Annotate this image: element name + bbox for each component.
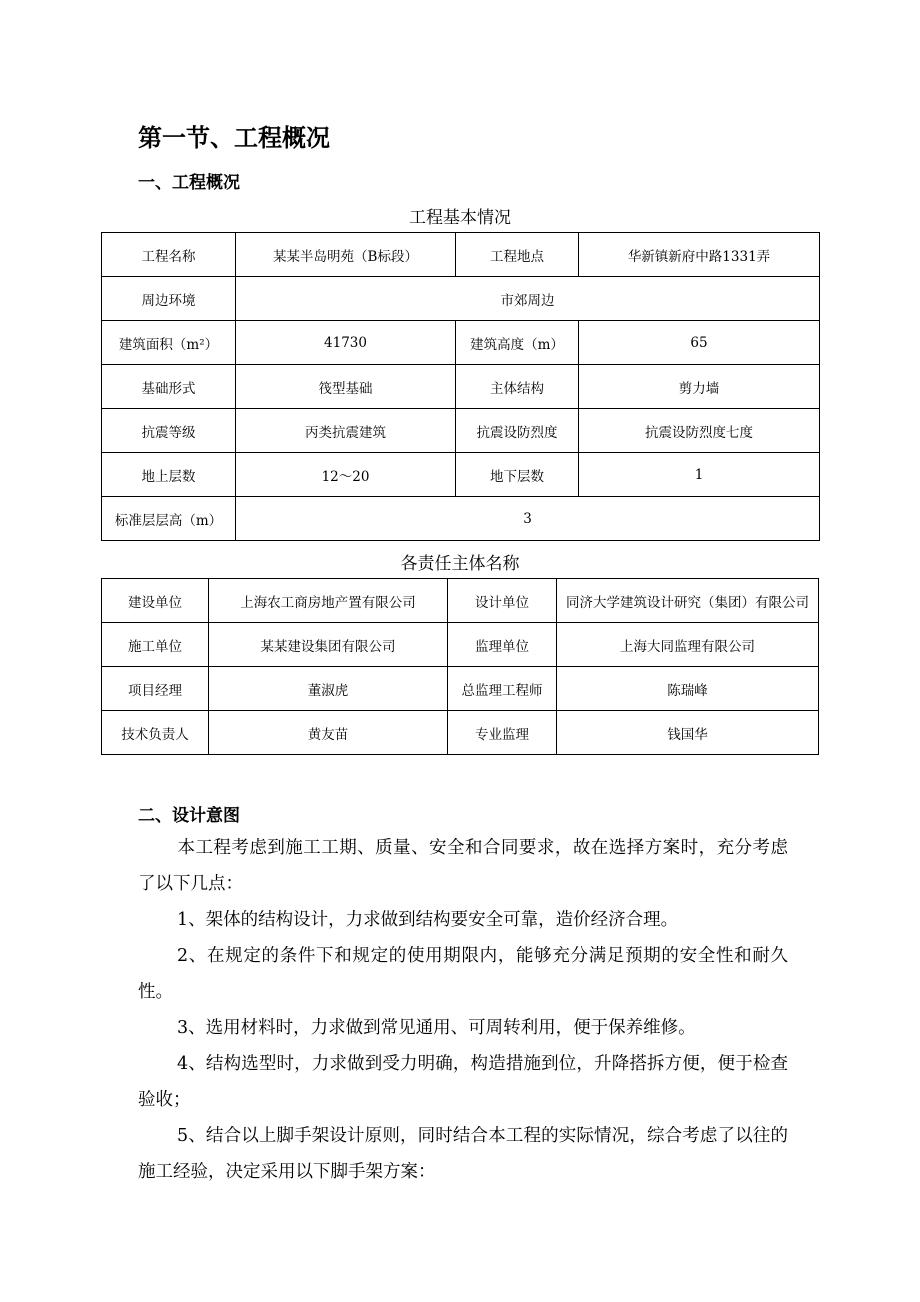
table-row [102,321,820,365]
table-cell: 筏型基础 [236,365,456,409]
table-cell: 施工单位 [102,623,209,667]
table-cell: 地上层数 [102,453,236,497]
table-cell: 某某建设集团有限公司 [209,623,448,667]
table-row [102,497,820,541]
table-cell: 3 [236,497,820,541]
table-cell: 钱国华 [557,711,819,755]
table-cell: 丙类抗震建筑 [236,409,456,453]
table-row [102,277,820,321]
subsection-heading-design: 二、设计意图 [138,806,240,826]
table-cell: 1 [579,453,820,497]
table-cell: 监理单位 [448,623,557,667]
section-heading: 第一节、工程概况 [138,123,330,152]
table-cell: 标准层层高（m） [102,497,236,541]
table-cell: 65 [579,321,820,365]
table-row [102,365,820,409]
project-info-table [101,232,820,541]
table-cell: 工程地点 [456,233,579,277]
table-cell: 抗震设防烈度七度 [579,409,820,453]
table-cell: 设计单位 [448,579,557,623]
table-cell: 陈瑞峰 [557,667,819,711]
paragraph: 4、结构选型时，力求做到受力明确，构造措施到位，升降搭拆方便，便于检查验收； [138,1054,788,1110]
table-row [102,579,819,623]
table2-caption: 各责任主体名称 [400,554,520,574]
table-row [102,711,819,755]
table-cell: 建筑高度（m） [456,321,579,365]
table-cell: 12～20 [236,453,456,497]
table-row [102,623,819,667]
paragraph: 2、在规定的条件下和规定的使用期限内，能够充分满足预期的安全性和耐久性。 [138,946,788,1002]
table-cell: 41730 [236,321,456,365]
table-cell: 主体结构 [456,365,579,409]
table-cell: 工程名称 [102,233,236,277]
paragraph: 5、结合以上脚手架设计原则，同时结合本工程的实际情况，综合考虑了以往的施工经验，决定采用以下脚手架方案： [138,1126,788,1182]
table-cell: 专业监理 [448,711,557,755]
table-cell: 技术负责人 [102,711,209,755]
table-cell: 市郊周边 [236,277,820,321]
table1-caption: 工程基本情况 [409,208,511,228]
table-cell: 剪力墙 [579,365,820,409]
table-row [102,667,819,711]
table-cell: 董淑虎 [209,667,448,711]
table-cell: 抗震设防烈度 [456,409,579,453]
table-cell: 项目经理 [102,667,209,711]
table-cell: 周边环境 [102,277,236,321]
table-cell: 某某半岛明苑（B标段） [236,233,456,277]
table-cell: 华新镇新府中路1331弄 [579,233,820,277]
table-cell: 总监理工程师 [448,667,557,711]
table-row [102,409,820,453]
paragraph: 3、选用材料时，力求做到常见通用、可周转利用，便于保养维修。 [177,1018,696,1038]
table-row [102,453,820,497]
table-cell: 同济大学建筑设计研究（集团）有限公司 [557,579,819,623]
table-cell: 黄友苗 [209,711,448,755]
paragraph: 1、架体的结构设计，力求做到结构要安全可靠，造价经济合理。 [177,910,679,930]
paragraph: 本工程考虑到施工工期、质量、安全和合同要求，故在选择方案时，充分考虑了以下几点： [138,838,788,894]
table-cell: 基础形式 [102,365,236,409]
table-row [102,233,820,277]
table-cell: 建筑面积（m²） [102,321,236,365]
table-cell: 上海大同监理有限公司 [557,623,819,667]
table-cell: 建设单位 [102,579,209,623]
table-cell: 抗震等级 [102,409,236,453]
subsection-heading-overview: 一、工程概况 [138,173,240,193]
table-cell: 上海农工商房地产置有限公司 [209,579,448,623]
responsible-parties-table [101,578,819,755]
table-cell: 地下层数 [456,453,579,497]
